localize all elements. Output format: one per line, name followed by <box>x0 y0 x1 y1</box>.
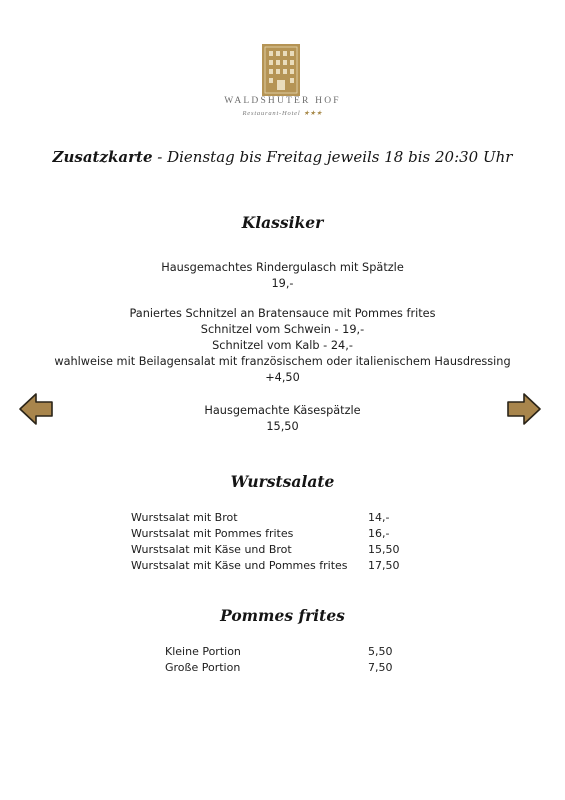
section-title-klassiker: Klassiker <box>241 213 324 232</box>
pommes-item-name: Kleine Portion <box>165 645 241 658</box>
hotel-subtitle-text: Restaurant-Hotel <box>242 110 301 117</box>
dish-schnitzel-salad-price: +4,50 <box>265 371 300 384</box>
dish-gulasch: Hausgemachtes Rindergulasch mit Spätzle <box>161 261 404 274</box>
wurstsalat-item-name: Wurstsalat mit Käse und Pommes frites <box>131 559 348 572</box>
dish-schnitzel-kalb: Schnitzel vom Kalb - 24,- <box>212 339 353 352</box>
hotel-logo-icon <box>262 44 300 96</box>
dish-schnitzel-schwein: Schnitzel vom Schwein - 19,- <box>200 323 365 336</box>
hotel-stars: ★★★ <box>303 110 323 117</box>
pommes-item-price: 7,50 <box>368 661 393 674</box>
wurstsalat-item-price: 15,50 <box>368 543 400 556</box>
menu-title: Zusatzkarte <box>52 148 153 166</box>
arrow-left-icon[interactable] <box>18 391 54 427</box>
pommes-item-price: 5,50 <box>368 645 393 658</box>
menu-headline <box>0 148 565 166</box>
section-title-wurstsalate: Wurstsalate <box>230 472 335 491</box>
dish-kaesespaetzle-price: 15,50 <box>266 420 299 433</box>
wurstsalat-item-name: Wurstsalat mit Pommes frites <box>131 527 294 540</box>
dish-schnitzel: Paniertes Schnitzel an Bratensauce mit Pommes frites <box>129 307 436 320</box>
dish-gulasch-price: 19,- <box>271 277 294 290</box>
hotel-name: WALDSHUTER HOF <box>224 96 341 106</box>
wurstsalat-item-name: Wurstsalat mit Brot <box>131 511 238 524</box>
dish-kaesespaetzle: Hausgemachte Käsespätzle <box>204 404 361 417</box>
menu-hours: - Dienstag bis Freitag jeweils 18 bis 20:30 Uhr <box>152 148 513 166</box>
pommes-item-name: Große Portion <box>165 661 241 674</box>
wurstsalat-item-price: 17,50 <box>368 559 400 572</box>
hotel-subtitle <box>0 109 565 117</box>
dish-schnitzel-salad-option: wahlweise mit Beilagensalat mit französischem oder italienischem Hausdressing <box>54 355 511 368</box>
wurstsalat-item-name: Wurstsalat mit Käse und Brot <box>131 543 292 556</box>
section-title-pommes: Pommes frites <box>220 606 345 625</box>
arrow-right-icon[interactable] <box>506 391 542 427</box>
wurstsalat-item-price: 14,- <box>368 511 390 524</box>
wurstsalat-item-price: 16,- <box>368 527 390 540</box>
